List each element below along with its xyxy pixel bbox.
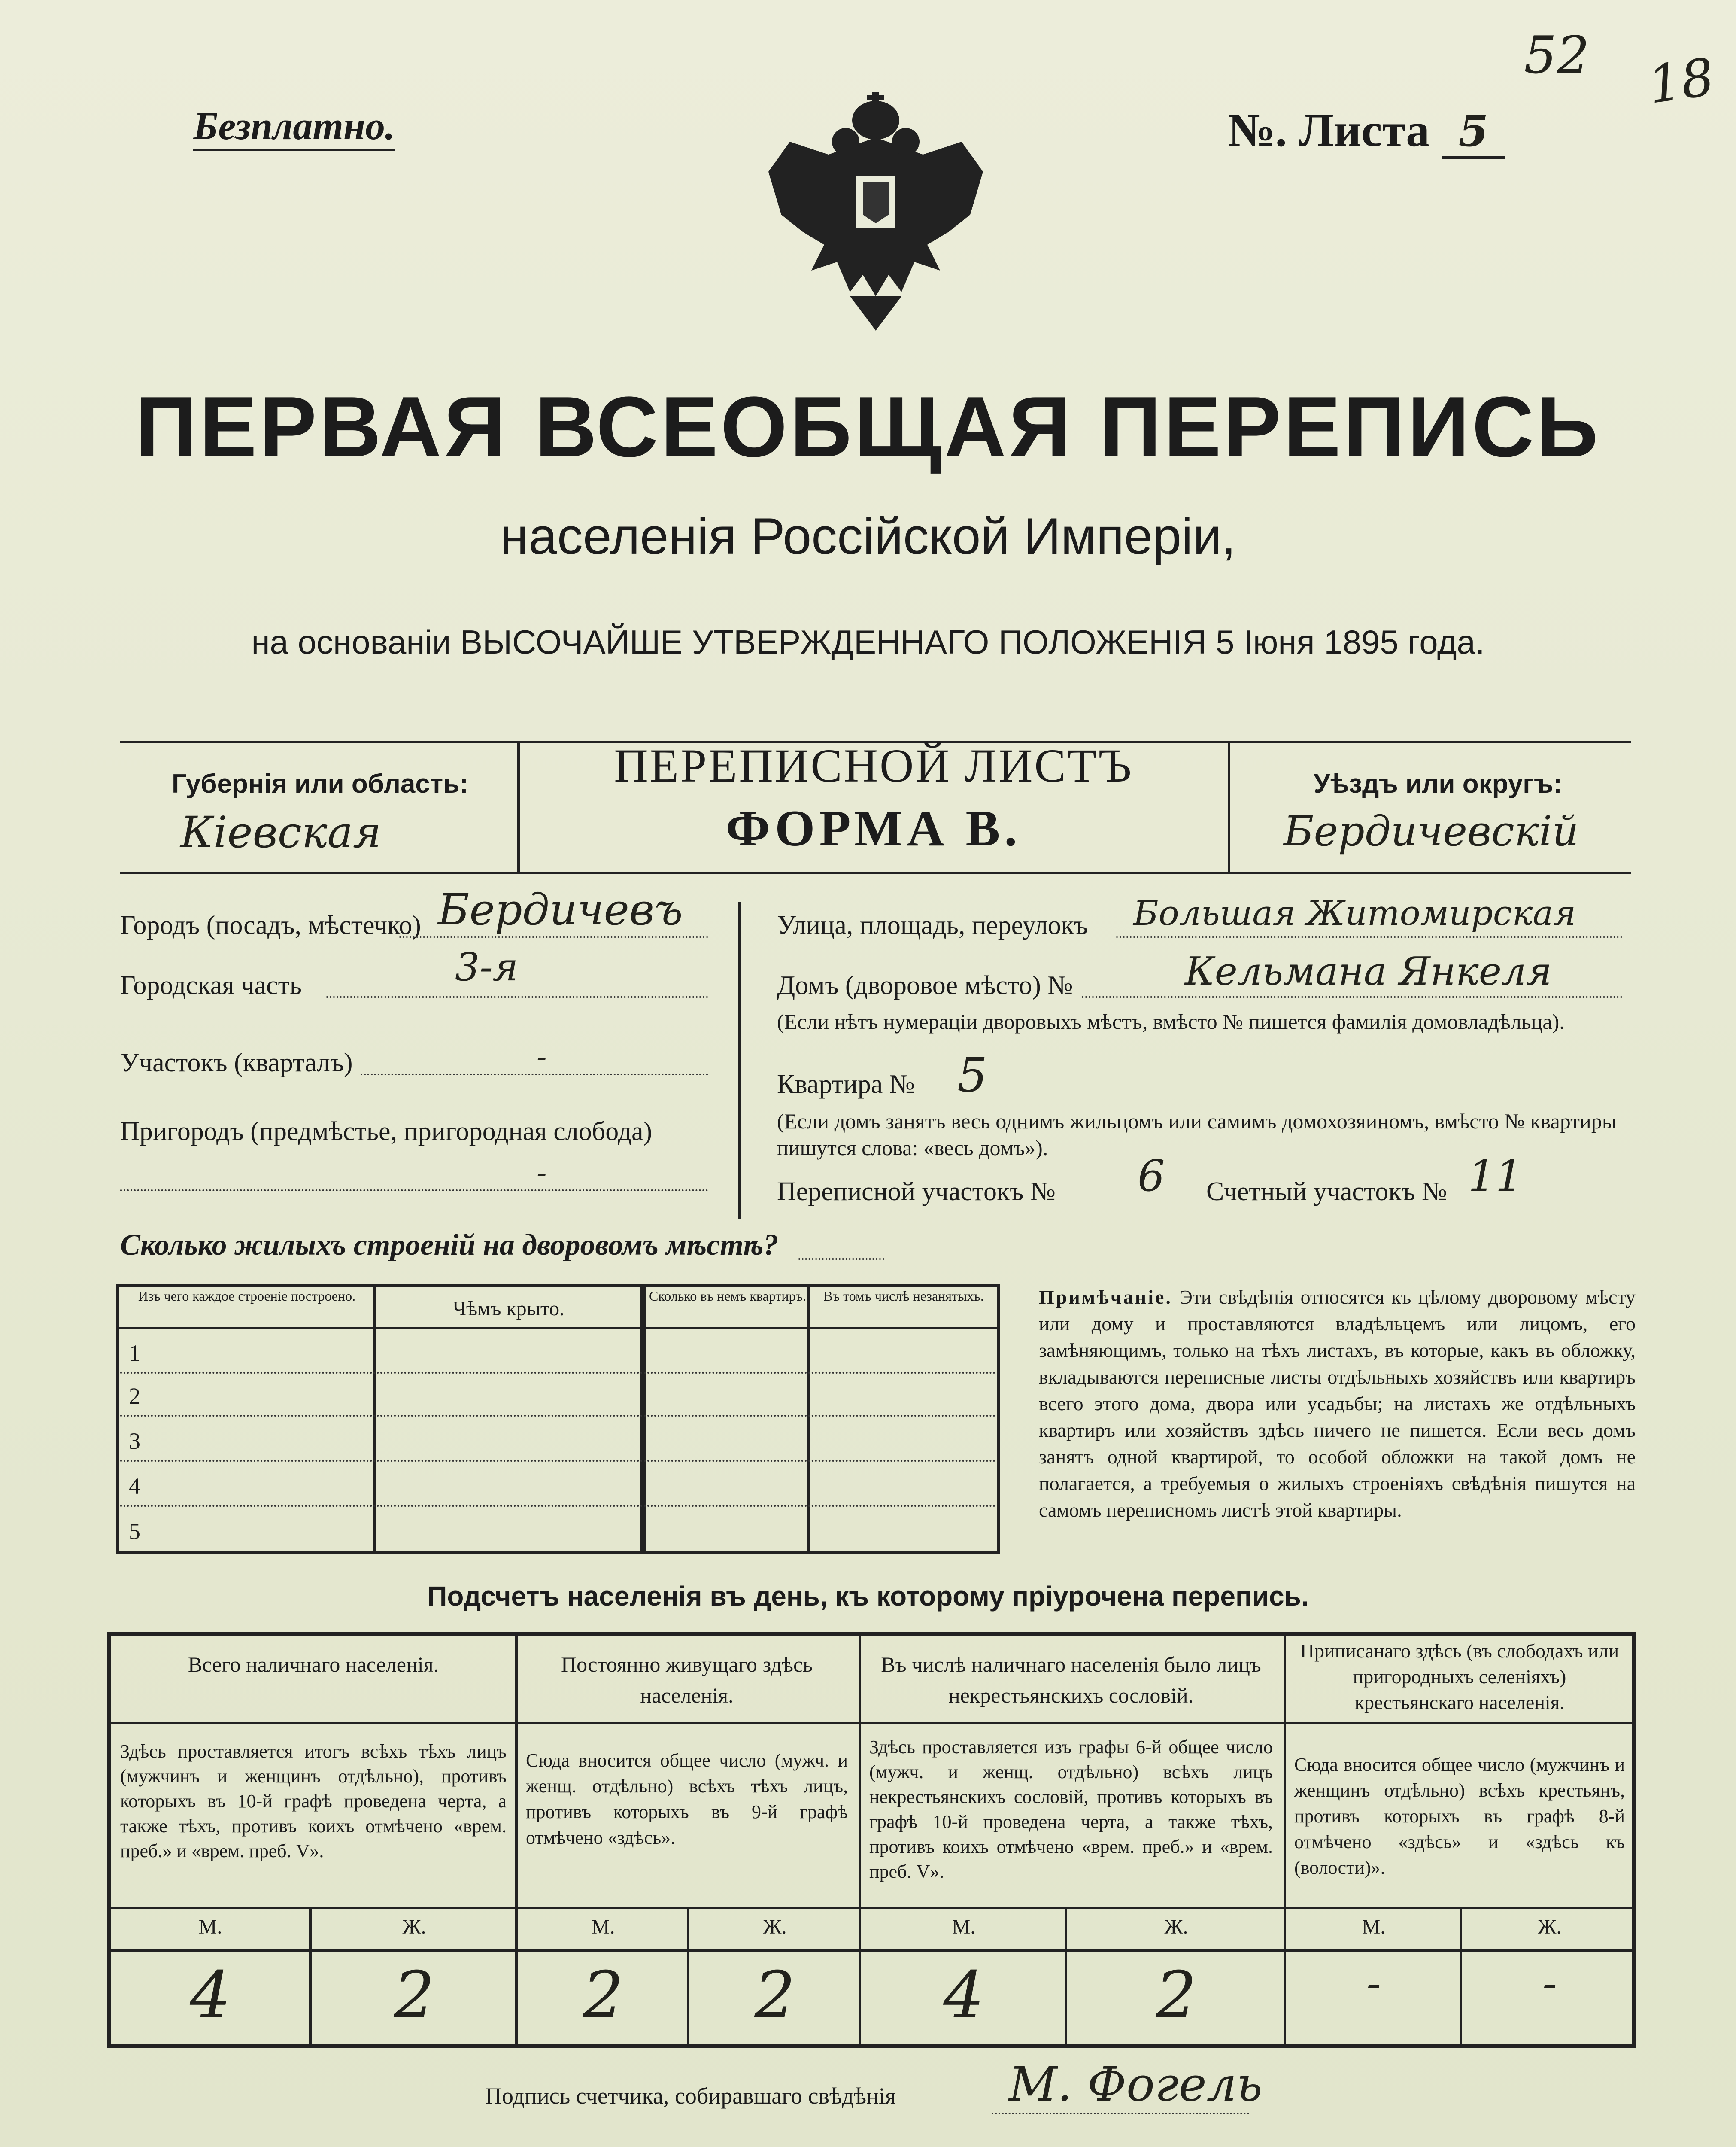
street-line bbox=[1116, 936, 1623, 938]
buildings-question-line bbox=[798, 1258, 884, 1260]
peasant-female-count: - bbox=[1542, 1958, 1557, 2008]
province-label: Губернія или область: bbox=[172, 769, 468, 799]
tally-col1-desc: Здѣсь проставляется итогъ всѣхъ тѣхъ лицъ (мужчинъ и женщинъ отдѣльно), противъ которыхъ въ 10-й графѣ проведена черта, а также тѣхъ, противъ коихъ отмѣчено «врем. преб.» и «врем. преб. V». bbox=[120, 1741, 507, 1861]
divider bbox=[515, 1632, 518, 2048]
col-material: Изъ чего каждое строеніе построено. bbox=[138, 1288, 356, 1304]
divider bbox=[309, 1907, 312, 2048]
divider bbox=[807, 1284, 810, 1554]
note-text: Эти свѣдѣнія относятся къ цѣлому дворовому мѣсту или дому и проставляются владѣльцемъ или лицомъ, его замѣняющимъ, только на тѣхъ листахъ, въ которые, какъ въ обложку, вкладываются переписные листы отдѣльныхъ хозяйствъ или квартиръ всего этого дома, двора или усадьбы; на листахъ же отдѣльныхъ квартиръ или хозяйствъ здѣсь ничего не пишется. Если весь домъ занятъ одной квартирой, то особой обложки на такой домъ не полагается, а требуемыя о жилыхъ строеніяхъ свѣдѣнія пишутся на самомъ переписномъ листѣ этой квартиры. bbox=[1039, 1286, 1636, 1521]
count-district-label: Счетный участокъ № bbox=[1206, 1177, 1448, 1206]
divider bbox=[1460, 1907, 1462, 2048]
sheet-title: ПЕРЕПИСНОЙ ЛИСТЪ bbox=[614, 739, 1133, 792]
free-label: Безплатно. bbox=[193, 103, 395, 151]
m-label: М. bbox=[591, 1916, 615, 1938]
f-label: Ж. bbox=[1164, 1916, 1188, 1938]
f-label: Ж. bbox=[1538, 1916, 1562, 1938]
divider bbox=[738, 902, 741, 1219]
row-number: 5 bbox=[129, 1518, 140, 1544]
tally-col3-desc: Здѣсь проставляется изъ графы 6-й общее число (мужч. и женщ. отдѣльно) всѣхъ лицъ некрестьянскихъ сословій, противъ которыхъ въ графѣ 10-й проведена черта, а также тѣхъ, противъ коихъ отмѣчено «врем. преб.» и «врем. преб. V». bbox=[869, 1736, 1273, 1882]
divider bbox=[116, 1327, 1000, 1329]
city-part-line bbox=[326, 996, 708, 998]
row-line bbox=[120, 1505, 996, 1507]
f-label: Ж. bbox=[763, 1916, 787, 1938]
census-title: ПЕРВАЯ ВСЕОБЩАЯ ПЕРЕПИСЬ bbox=[135, 379, 1601, 475]
resident-female-count: 2 bbox=[754, 1958, 795, 2033]
street-label: Улица, площадь, переулокъ bbox=[777, 911, 1088, 940]
row-number: 1 bbox=[129, 1340, 140, 1366]
resident-male-count: 2 bbox=[583, 1958, 624, 2033]
archive-number-2: 18 bbox=[1645, 47, 1718, 116]
row-number: 3 bbox=[129, 1428, 140, 1454]
divider bbox=[107, 1722, 1636, 1724]
precinct-value: - bbox=[537, 1039, 547, 1074]
row-number: 4 bbox=[129, 1473, 140, 1499]
tally-col2-desc: Сюда вносится общее число (мужч. и женщ. отдѣльно) всѣхъ тѣхъ лицъ, противъ которыхъ въ 9-й графѣ отмѣчено «здѣсь». bbox=[526, 1750, 848, 1848]
city-value: Бердичевъ bbox=[438, 885, 683, 935]
apartment-value: 5 bbox=[957, 1048, 987, 1103]
precinct-label: Участокъ (кварталъ) bbox=[120, 1048, 353, 1077]
m-label: М. bbox=[1362, 1916, 1386, 1938]
peasant-male-count: - bbox=[1366, 1958, 1381, 2008]
tally-col2-header: Постоянно живущаго здѣсь населенія. bbox=[561, 1652, 813, 1707]
house-label: Домъ (дворовое мѣсто) № bbox=[777, 971, 1073, 1000]
house-note: (Если нѣтъ нумераціи дворовыхъ мѣстъ, вмѣсто № пишется фамилія домовладѣльца). bbox=[777, 1010, 1565, 1034]
count-district-value: 11 bbox=[1468, 1151, 1523, 1201]
divider bbox=[640, 1284, 646, 1554]
census-subtitle: населенія Россійской Имперіи, bbox=[500, 508, 1236, 565]
row-line bbox=[120, 1372, 996, 1374]
apartment-note: (Если домъ занятъ весь однимъ жильцомъ или самимъ домохозяиномъ, вмѣсто № квартиры пишутся слова: «весь домъ»). bbox=[777, 1109, 1617, 1160]
tally-col4-desc: Сюда вносится общее число (мужчинъ и женщинъ отдѣльно) всѣхъ крестьянъ, противъ которыхъ въ графѣ 8-й отмѣчено «здѣсь» и «здѣсь къ (волости)». bbox=[1294, 1754, 1625, 1878]
divider bbox=[1065, 1907, 1067, 2048]
street-value: Большая Житомирская bbox=[1133, 893, 1576, 933]
row-number: 2 bbox=[129, 1383, 140, 1409]
row-line bbox=[120, 1460, 996, 1462]
non-peasant-female-count: 2 bbox=[1156, 1958, 1197, 2033]
divider bbox=[120, 872, 1631, 874]
form-name: ФОРМА В. bbox=[725, 800, 1022, 857]
census-district-value: 6 bbox=[1138, 1151, 1165, 1201]
tally-col3-header: Въ числѣ наличнаго населенія было лицъ некрестьянскихъ сословій. bbox=[881, 1652, 1261, 1707]
suburb-value: - bbox=[537, 1155, 547, 1190]
non-peasant-male-count: 4 bbox=[943, 1958, 984, 2033]
signature-line bbox=[992, 2113, 1249, 2114]
province-value: Кіевская bbox=[180, 807, 382, 858]
city-part-label: Городская часть bbox=[120, 971, 302, 1000]
note-heading: Примѣчаніе. bbox=[1039, 1286, 1172, 1308]
divider bbox=[859, 1632, 861, 2048]
precinct-line bbox=[361, 1074, 708, 1075]
census-basis: на основаніи ВЫСОЧАЙШЕ УТВЕРЖДЕННАГО ПОЛОЖЕНІЯ 5 Іюня 1895 года. bbox=[251, 623, 1485, 661]
tally-col4-header: Приписанаго здѣсь (въ слободахъ или пригородныхъ селеніяхъ) крестьянскаго населенія. bbox=[1300, 1640, 1619, 1713]
row-line bbox=[120, 1415, 996, 1417]
apartment-label: Квартира № bbox=[777, 1070, 915, 1099]
col-apartments: Сколько въ немъ квартиръ. bbox=[649, 1288, 806, 1304]
divider bbox=[107, 1907, 1636, 1909]
suburb-label: Пригородъ (предмѣстье, пригородная слобода) bbox=[120, 1117, 653, 1146]
note-block bbox=[1039, 1284, 1636, 1524]
tally-title: Подсчетъ населенія въ день, къ которому пріурочена перепись. bbox=[427, 1581, 1309, 1612]
divider bbox=[107, 1949, 1636, 1952]
imperial-eagle-emblem bbox=[764, 90, 987, 331]
census-district-label: Переписной участокъ № bbox=[777, 1177, 1056, 1206]
total-female-count: 2 bbox=[394, 1958, 435, 2033]
col-vacant: Въ томъ числѣ незанятыхъ. bbox=[823, 1288, 984, 1304]
divider bbox=[687, 1907, 689, 2048]
house-line bbox=[1082, 996, 1623, 998]
buildings-question: Сколько жилыхъ строеній на дворовомъ мѣстѣ? bbox=[120, 1229, 779, 1262]
divider bbox=[1228, 741, 1230, 874]
city-label: Городъ (посадъ, мѣстечко) bbox=[120, 911, 421, 940]
tally-col1-header: Всего наличнаго населенія. bbox=[188, 1652, 439, 1676]
buildings-table bbox=[116, 1284, 1000, 1554]
house-value: Кельмана Янкеля bbox=[1185, 949, 1552, 994]
sheet-number-label: №. Листа 5 bbox=[1228, 103, 1505, 158]
m-label: М. bbox=[198, 1916, 222, 1938]
m-label: М. bbox=[952, 1916, 976, 1938]
divider bbox=[373, 1284, 376, 1554]
f-label: Ж. bbox=[402, 1916, 426, 1938]
city-part-value: 3-я bbox=[455, 945, 519, 990]
district-label: Уѣздъ или округъ: bbox=[1314, 769, 1562, 799]
divider bbox=[1284, 1632, 1286, 2048]
suburb-line bbox=[120, 1189, 708, 1191]
total-male-count: 4 bbox=[190, 1958, 231, 2033]
signature-value: М. Фогель bbox=[1009, 2057, 1263, 2112]
sheet-number-value: 5 bbox=[1442, 106, 1506, 159]
signature-label: Подпись счетчика, собиравшаго свѣдѣнія bbox=[485, 2083, 896, 2109]
archive-number: 52 bbox=[1524, 26, 1590, 85]
col-roof: Чѣмъ крыто. bbox=[452, 1297, 565, 1320]
city-line bbox=[399, 936, 708, 938]
district-value: Бердичевскій bbox=[1284, 807, 1579, 855]
